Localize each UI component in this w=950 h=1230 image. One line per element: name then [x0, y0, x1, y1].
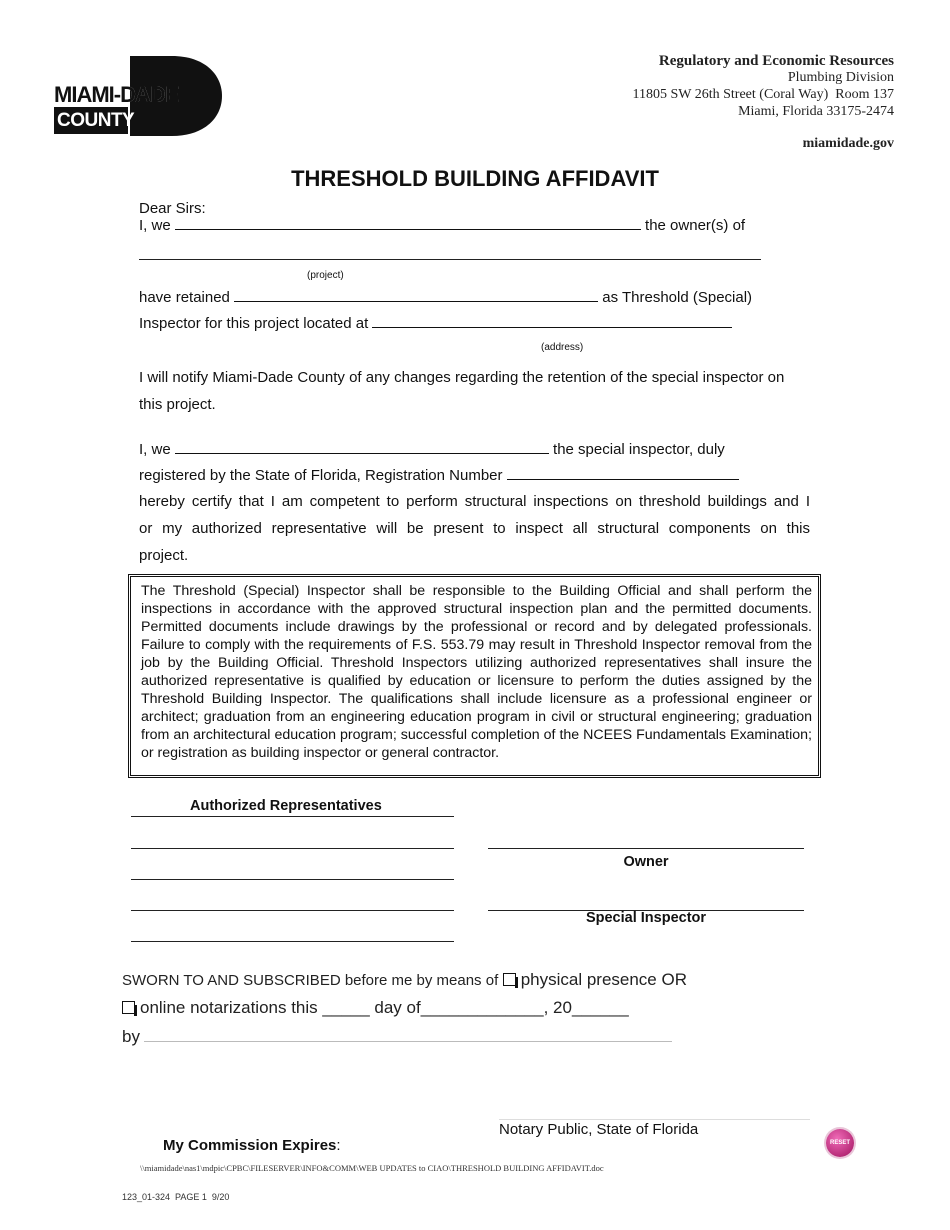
logo-line-1: MIAMI-DADE: [54, 82, 179, 107]
inspector-name-field[interactable]: [234, 288, 598, 302]
special-inspector-name-field[interactable]: [175, 440, 549, 454]
physical-presence-label: physical presence OR: [520, 970, 687, 989]
registration-line: [139, 466, 739, 484]
authorized-rep-line-2[interactable]: [131, 879, 454, 880]
commission-colon: :: [336, 1137, 341, 1154]
online-notarizations-label: online notarizations this _____ day of_____________, 20______: [140, 998, 629, 1017]
authorized-rep-line-3[interactable]: [131, 910, 454, 911]
by-line: [122, 1027, 672, 1047]
project-field[interactable]: [139, 259, 761, 260]
notary-public-label: Notary Public, State of Florida: [499, 1121, 699, 1138]
by-label: by: [122, 1027, 140, 1046]
by-name-field[interactable]: [144, 1027, 672, 1042]
logo-line-2: [54, 107, 135, 134]
special-inspector-line: [139, 440, 725, 458]
authorized-representatives-label: Authorized Representatives: [190, 798, 382, 814]
department-name: Regulatory and Economic Resources: [658, 53, 894, 69]
special-inspector-label: Special Inspector: [585, 910, 707, 926]
sworn-line: [122, 970, 687, 990]
retained-line: [139, 288, 752, 306]
registered-label: registered by the State of Florida, Registration Number: [139, 467, 503, 484]
address-line-2: Miami, Florida 33175-2474: [738, 104, 894, 119]
have-retained-label: have retained: [139, 289, 230, 306]
logo-county-text: COUNTY: [57, 110, 135, 131]
inspector-located-label: Inspector for this project located at: [139, 315, 369, 332]
authorized-rep-line-4[interactable]: [131, 941, 454, 942]
certify-line-2: or my authorized representative will be present to inspect all structural components on this: [139, 520, 810, 537]
i-we-label: I, we: [139, 217, 171, 234]
address-line-1: 11805 SW 26th Street (Coral Way) Room 137: [632, 87, 894, 102]
owner-name-field[interactable]: [175, 216, 641, 230]
commission-text: My Commission Expires: [163, 1137, 337, 1154]
owner-signature-line[interactable]: [488, 848, 804, 849]
special-suffix-label: the special inspector, duly: [553, 441, 725, 458]
sworn-prefix: SWORN TO AND SUBSCRIBED before me by means of: [122, 972, 499, 989]
as-threshold-label: as Threshold (Special): [602, 289, 753, 306]
division-name: Plumbing Division: [787, 70, 894, 85]
reset-button[interactable]: [826, 1129, 854, 1157]
certify-line-1: hereby certify that I am competent to perform structural inspections on threshold buildings and I: [139, 493, 810, 510]
page-title: THRESHOLD BUILDING AFFIDAVIT: [291, 166, 659, 191]
certify-line-3: project.: [139, 547, 189, 564]
commission-label: [163, 1137, 341, 1154]
notify-line-1: I will notify Miami-Dade County of any changes regarding the retention of the special inspector on: [139, 369, 785, 386]
notice-box: [128, 574, 821, 778]
salutation: Dear Sirs:: [139, 200, 206, 217]
notify-line-2: this project.: [139, 396, 216, 413]
owner-suffix-label: the owner(s) of: [645, 217, 746, 234]
owner-line: [139, 216, 745, 234]
registration-number-field[interactable]: [507, 466, 739, 480]
miami-dade-logo: [54, 56, 224, 136]
physical-presence-checkbox[interactable]: [503, 973, 516, 986]
authorized-rep-line-1[interactable]: [131, 848, 454, 849]
form-id: 123_01-324 PAGE 1 9/20: [122, 1192, 230, 1202]
project-caption: (project): [307, 270, 344, 281]
reset-button-label: RESET: [829, 1140, 850, 1146]
notary-signature-line[interactable]: [499, 1119, 810, 1120]
address-field[interactable]: [372, 314, 732, 328]
i-we-label-2: I, we: [139, 441, 171, 458]
located-line: [139, 314, 732, 332]
online-line: [122, 998, 629, 1018]
notice-text: The Threshold (Special) Inspector shall be responsible to the Building Official and shall perform the inspections in accordance with the approved structural inspection plan and the permitted documents. Permitted documents include drawings by the professional or record and by delegated professionals. Failure to comply with the requirements of F.S. 553.79 may result in Threshold Inspector removal from the job by the Building Official. Threshold Inspectors utilizing authorized representatives shall insure the authorized representative is qualified by education or licensure to perform the duties assigned by the Threshold Building Inspector. The qualifications shall include licensure as a professional engineer or architect; graduation from an engineering education program in civil or structural engineering; graduation from an architectural education program; successful completion of the NCEES Fundamentals Examination; or registration as building inspector or general contractor.: [141, 583, 812, 761]
website: miamidade.gov: [802, 136, 894, 151]
owner-label: Owner: [623, 854, 669, 870]
online-notarization-checkbox[interactable]: [122, 1001, 135, 1014]
file-path: \\miamidade\nas1\mdpic\CPBC\FILESERVER\INFO&COMM\WEB UPDATES to CIAO\THRESHOLD BUILDING AFFIDAVIT.doc: [140, 1163, 604, 1173]
authorized-rep-line-0[interactable]: [131, 816, 454, 817]
address-caption: (address): [541, 342, 584, 353]
